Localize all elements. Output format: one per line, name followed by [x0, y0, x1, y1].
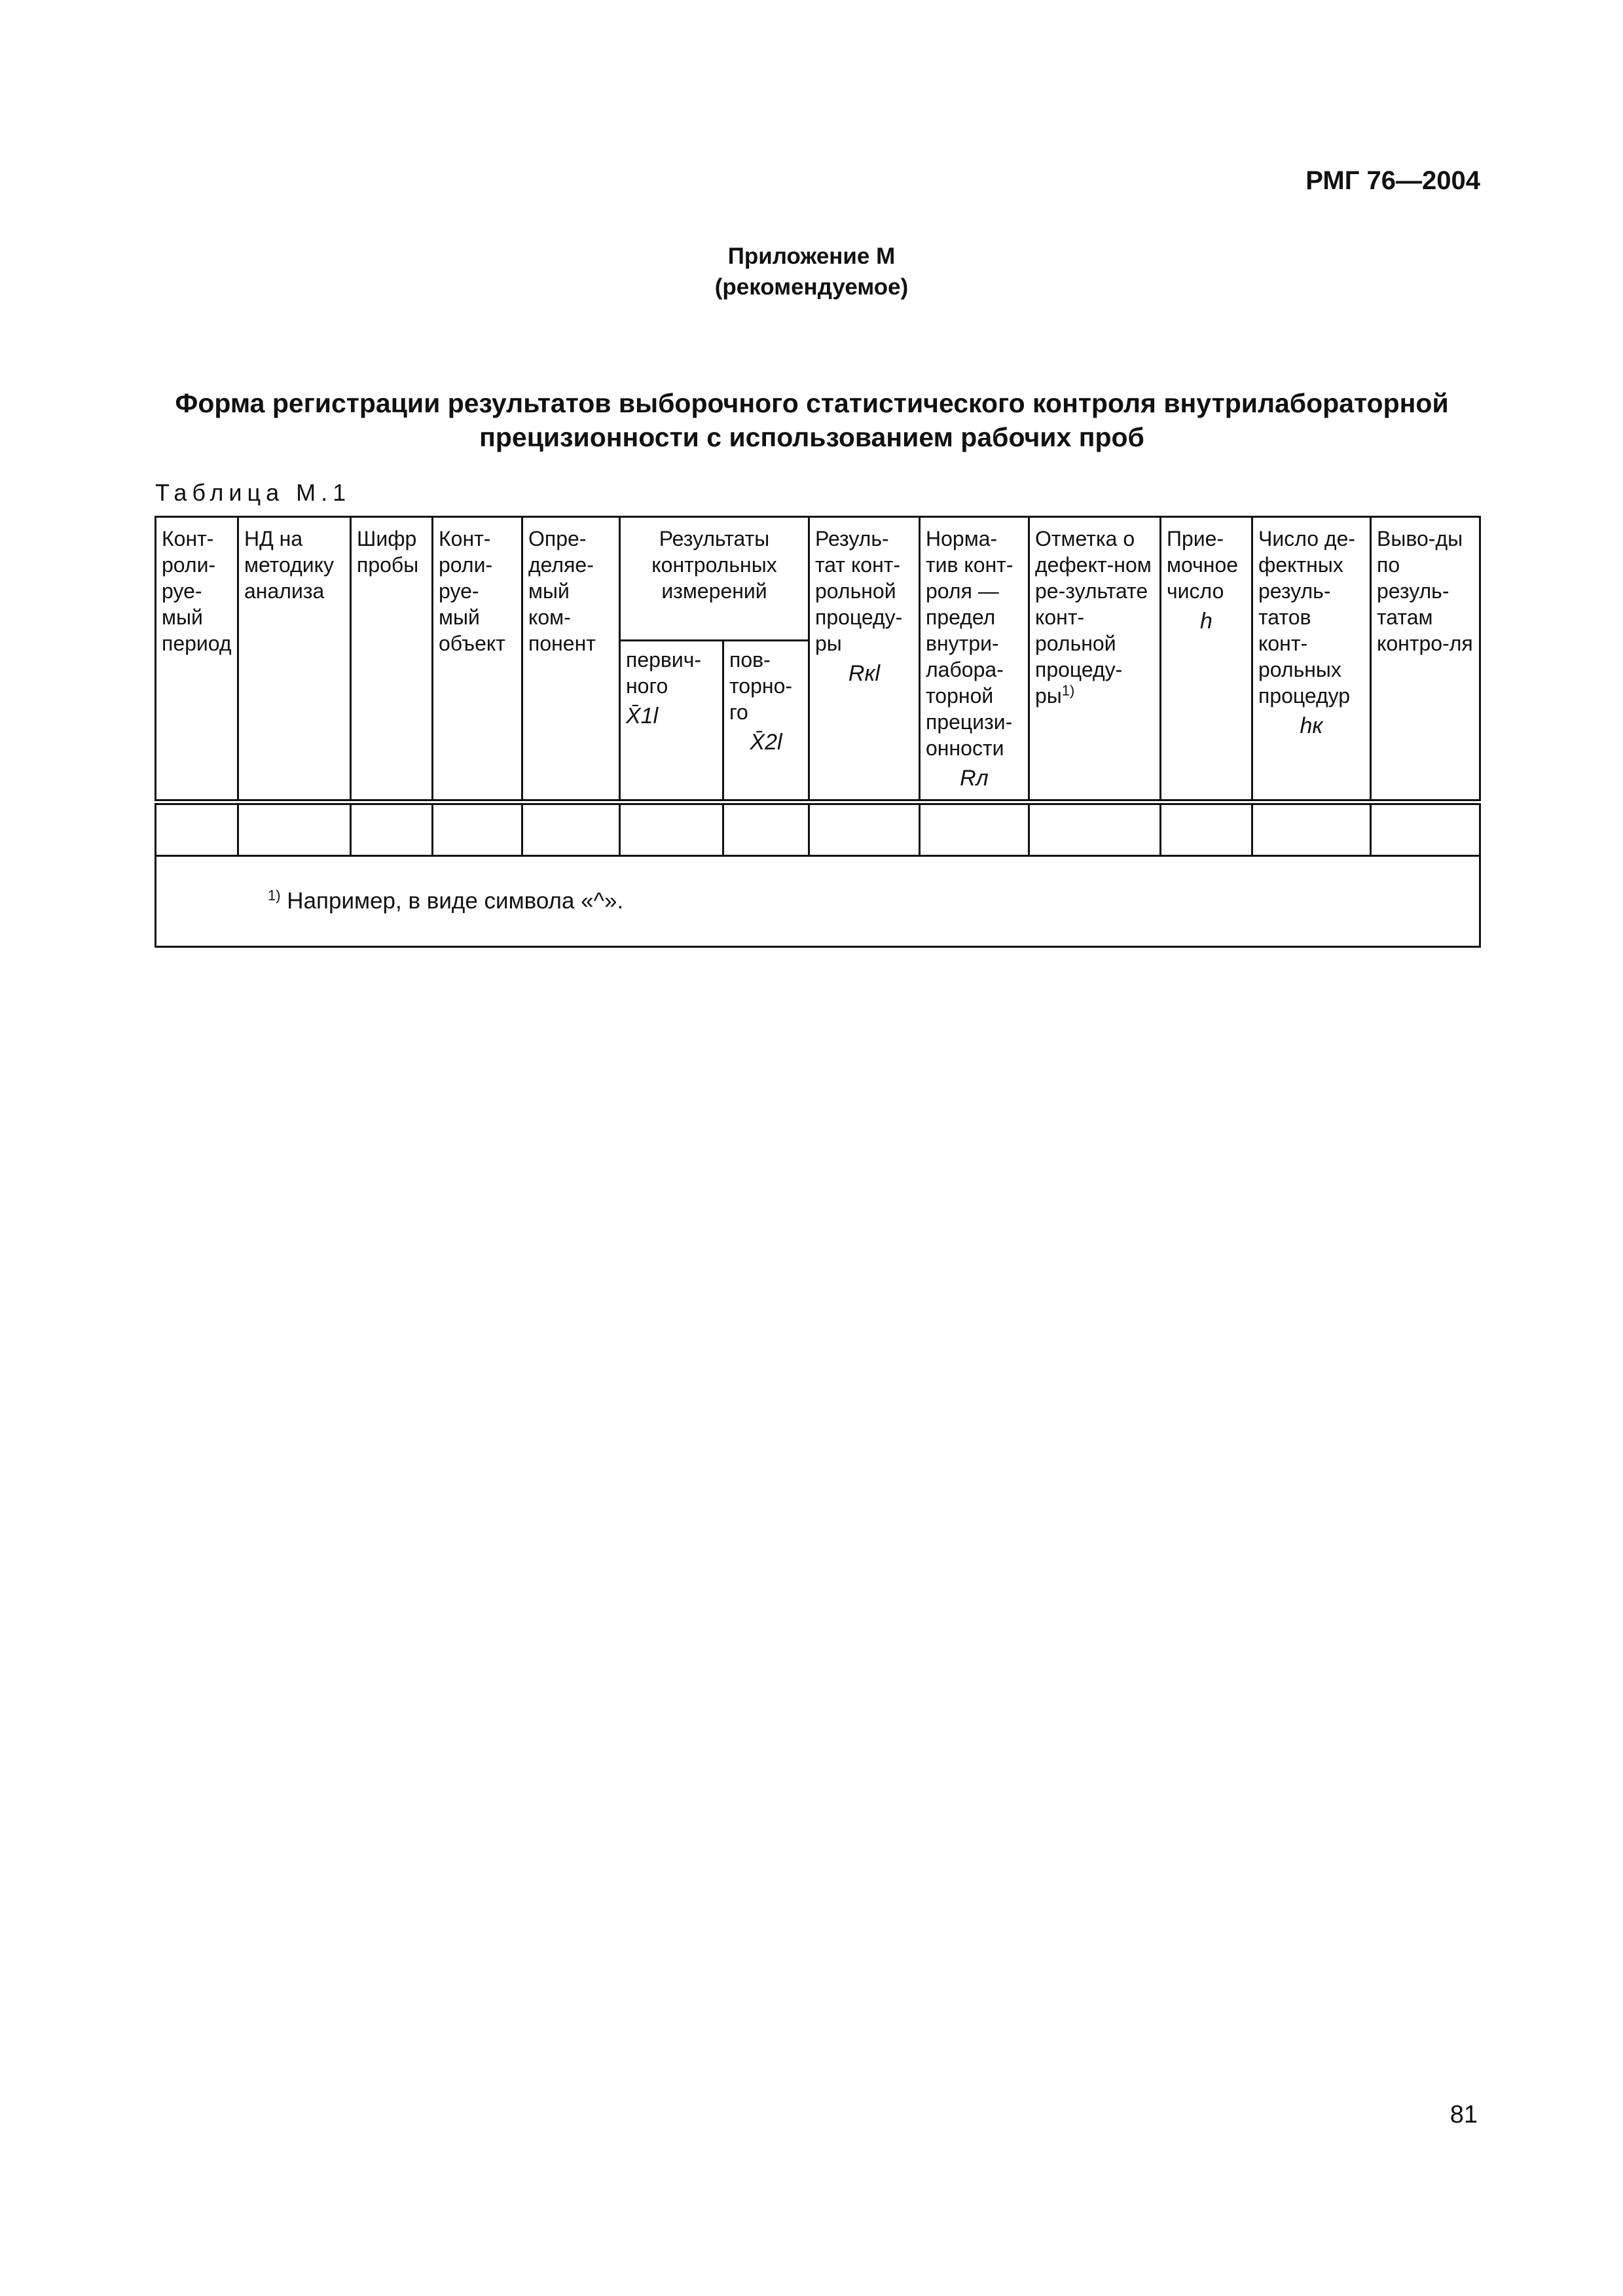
header-acceptance-number: [1161, 517, 1252, 802]
header-conclusions: Выво-ды по резуль-татам контро-ля: [1371, 517, 1480, 802]
table-cell[interactable]: [156, 802, 238, 856]
header-defect-mark: [1029, 517, 1161, 802]
table-cell[interactable]: [620, 802, 723, 856]
header-primary-measurement: [620, 641, 723, 802]
table-footnote: [156, 856, 1480, 947]
table-cell[interactable]: [1252, 802, 1371, 856]
form-title-line-2: прецизионности с использованием рабочих проб: [479, 422, 1144, 452]
page-number: 81: [1450, 2101, 1478, 2128]
header-procedure-result: [809, 517, 920, 802]
table-cell[interactable]: [809, 802, 920, 856]
acceptance-number-symbol: h: [1200, 609, 1213, 634]
appendix-title: Приложение М: [727, 243, 896, 269]
appendix-heading: [0, 241, 1623, 302]
table-cell[interactable]: [723, 802, 809, 856]
document-code: РМГ 76—2004: [1305, 166, 1480, 195]
defect-count-symbol: hк: [1300, 713, 1323, 738]
table-cell[interactable]: [433, 802, 522, 856]
defect-mark-label: Отметка о дефект-ном ре-зультате конт-рольной процеду-ры: [1035, 527, 1152, 708]
table-cell[interactable]: [522, 802, 620, 856]
header-repeat-measurement: [723, 641, 809, 802]
table-row: [156, 802, 1480, 856]
header-defect-count: [1252, 517, 1371, 802]
table-header-row: [156, 517, 1480, 641]
repeat-measurement-symbol: X̄2l: [750, 730, 782, 755]
footnote-text: Например, в виде символа «^».: [287, 888, 624, 914]
header-control-object: Конт-роли-руе-мый объект: [433, 517, 522, 802]
registration-table: [155, 516, 1481, 948]
header-control-results: Результаты контрольных измерений: [620, 517, 809, 641]
defect-count-label: Число де-фектных резуль-татов конт-рольных процедур: [1258, 527, 1356, 708]
appendix-status: (рекомендуемое): [714, 274, 909, 300]
table-footnote-row: [156, 856, 1480, 947]
form-title-line-1: Форма регистрации результатов выборочного статистического контроля внутрилабораторной: [175, 388, 1449, 418]
table-cell[interactable]: [1029, 802, 1161, 856]
table-cell[interactable]: [920, 802, 1029, 856]
control-standard-symbol: Rл: [960, 766, 989, 791]
header-control-period: Конт-роли-руе-мый период: [156, 517, 238, 802]
control-standard-label: Норма-тив конт-роля — предел внутри-лабора-торной прецизи-онности: [926, 527, 1013, 760]
defect-mark-footnote-ref: 1): [1061, 682, 1075, 699]
primary-measurement-symbol: X̄1l: [626, 704, 659, 729]
table-cell[interactable]: [351, 802, 433, 856]
table-caption: Таблица М.1: [155, 479, 352, 506]
acceptance-number-label: Прие-мочное число: [1167, 527, 1239, 603]
header-method-document: НД на методику анализа: [238, 517, 351, 802]
form-title: [151, 386, 1473, 454]
table-cell[interactable]: [238, 802, 351, 856]
repeat-measurement-label: пов-торно-го: [729, 648, 793, 725]
procedure-result-label: Резуль-тат конт-рольной процеду-ры: [815, 527, 903, 655]
table-cell[interactable]: [1371, 802, 1480, 856]
procedure-result-symbol: Rкl: [848, 661, 881, 686]
table-cell[interactable]: [1161, 802, 1252, 856]
header-component: Опре-деляе-мый ком-понент: [522, 517, 620, 802]
footnote-marker: 1): [268, 887, 281, 904]
header-control-standard: [920, 517, 1029, 802]
primary-measurement-label: первич-ного: [626, 648, 702, 698]
header-sample-code: Шифр пробы: [351, 517, 433, 802]
